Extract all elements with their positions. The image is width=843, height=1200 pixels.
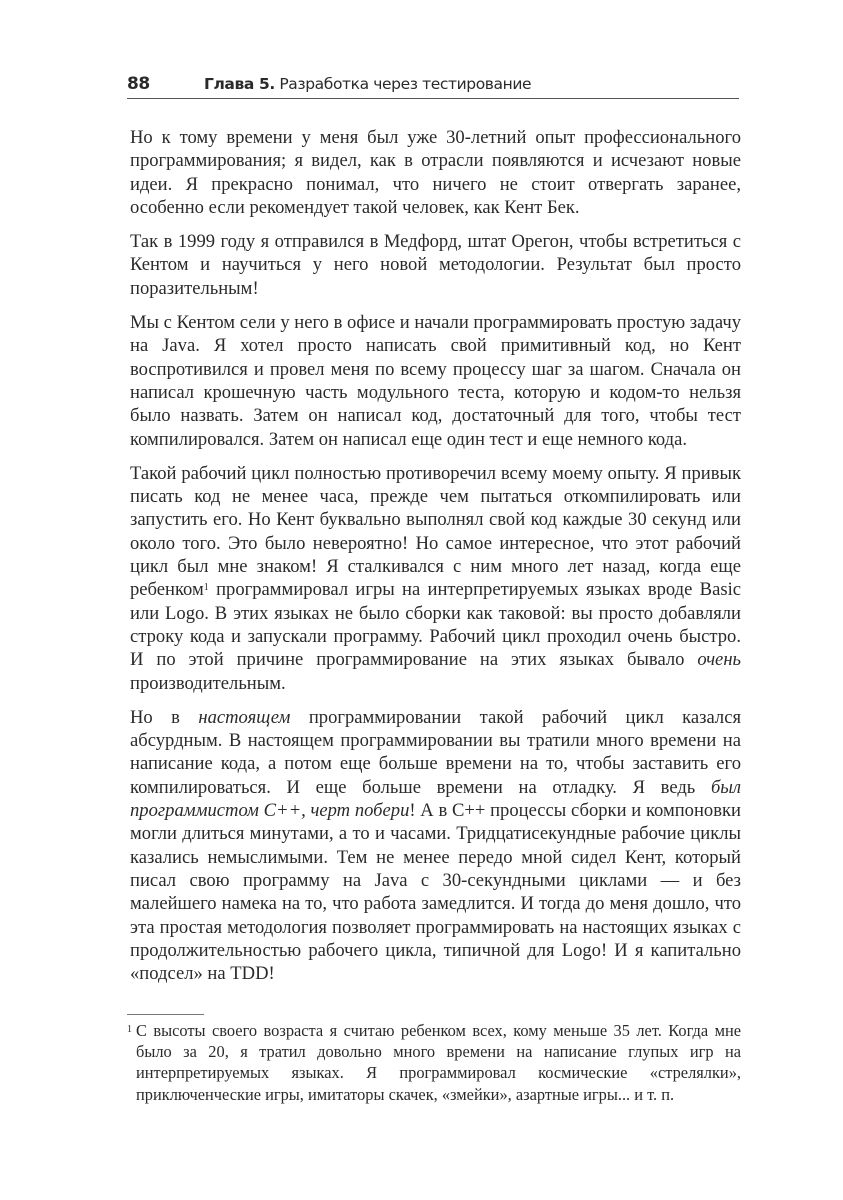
emphasis-text: был программистом C++, черт побери <box>130 776 741 822</box>
page-number: 88 <box>127 74 150 94</box>
paragraph-text: программировал игры на интерпретируемых языках вроде Basic или Logo. В этих языках не было сборки как таковой: вы просто добавляли строку кода и запускали программу. Рабочий цикл проходил очень быстро. И по этой причине программирование на этих языках бывало <box>130 579 741 671</box>
footnote-text: С высоты своего возраста я считаю ребенком всех, кому меньше 35 лет. Когда мне было за 20, я тратил довольно много времени на написание глупых игр на интерпретируемых языках. Я программировал космические «стрелялки», приключенческие игры, имитаторы скачек, «змейки», азартные игры... и т. п. <box>136 1021 741 1104</box>
footnote-divider <box>127 1014 204 1015</box>
chapter-title: Разработка через тестирование <box>279 75 532 93</box>
paragraph-text: программировании такой рабочий цикл казался абсурдным. В настоящем программировании вы тратили много времени на написание кода, а потом еще больше времени на то, чтобы заставить его компилироваться. И еще больше времени на отладку. Я ведь <box>130 706 741 798</box>
emphasis-text: очень <box>697 649 741 671</box>
footnote <box>127 1020 741 1105</box>
emphasis-text: настоящем <box>198 706 291 728</box>
footnote-reference[interactable]: 1 <box>203 582 209 594</box>
paragraph: Так в 1999 году я отправился в Медфорд, штат Орегон, чтобы встретиться с Кентом и научиться у него новой методологии. Результат был просто поразительным! <box>130 231 741 299</box>
chapter-heading <box>204 74 531 94</box>
paragraph: Но к тому времени у меня был уже 30-летний опыт профессионального программирования; я видел, как в отрасли появляются и исчезают новые идеи. Я прекрасно понимал, что ничего не стоит отвергать заранее, особенно если рекомендует такой человек, как Кент Бек. <box>130 127 741 218</box>
paragraph <box>130 462 741 695</box>
paragraph-text: ! А в C++ процессы сборки и компоновки могли длиться минутами, а то и часами. Тридцатисекундные рабочие циклы казались немыслимыми. Тем не менее передо мной сидел Кент, который писал свою программу на Java с 30-секундными циклами — и без малейшего намека на то, что работа замедлится. И тогда до меня дошло, что эта простая методология позволяет программировать на настоящих языках с продолжительностью рабочего цикла, типичной для Logo! И я капитально «подсел» на TDD! <box>130 800 741 985</box>
footnote-mark: 1 <box>127 1024 132 1035</box>
body-text <box>130 126 741 996</box>
paragraph: Мы с Кентом сели у него в офисе и начали программировать простую задачу на Java. Я хотел просто написать свой примитивный код, но Кент воспротивился и провел меня по всему процессу шаг за шагом. Сначала он написал крошечную часть модульного теста, которую и кодом-то нельзя было назвать. Затем он написал код, достаточный для того, чтобы тест компилировался. Затем он написал еще один тест и еще немного кода. <box>130 312 741 450</box>
running-header <box>127 74 739 99</box>
paragraph <box>130 706 741 986</box>
chapter-label: Глава 5. <box>204 75 275 93</box>
paragraph-text: Такой рабочий цикл полностью противоречил всему моему опыту. Я привык писать код не менее часа, прежде чем пытаться откомпилировать или запустить его. Но Кент буквально выполнял свой код каждые 30 секунд или около того. Это было невероятно! Но самое интересное, что этот рабочий цикл был мне знаком! Я сталкивался с ним много лет назад, когда еще ребенком <box>130 462 741 601</box>
paragraph-text: Но в <box>130 706 199 728</box>
paragraph-text: производительным. <box>130 672 286 694</box>
